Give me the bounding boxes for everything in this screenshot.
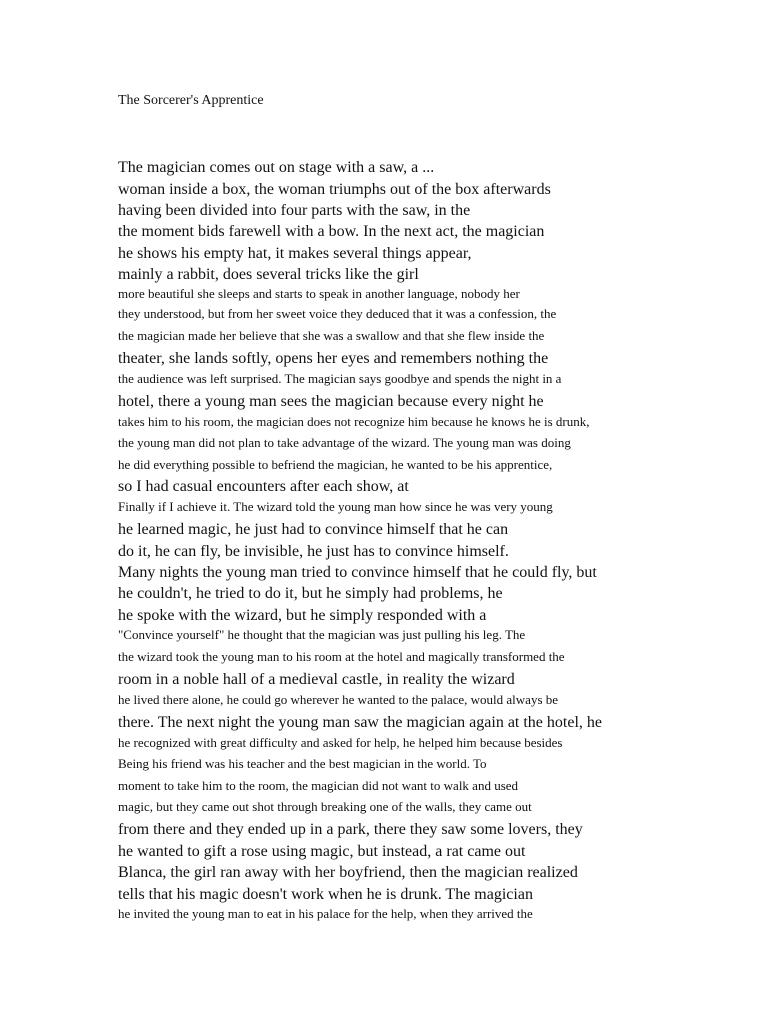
text-line: moment to take him to the room, the magician did not want to walk and used [118,778,519,793]
text-line: do it, he can fly, be invisible, he just has to convince himself. [118,543,509,560]
text-line: Finally if I achieve it. The wizard told the young man how since he was very young [118,499,553,514]
text-line: he wanted to gift a rose using magic, but instead, a rat came out [118,843,526,860]
text-line: he lived there alone, he could go wherever he wanted to the palace, would always be [118,692,559,707]
text-line: magic, but they came out shot through breaking one of the walls, they came out [118,799,532,814]
text-line: the audience was left surprised. The magician says goodbye and spends the night in a [118,371,562,386]
text-line: they understood, but from her sweet voice they deduced that it was a confession, the [118,306,557,321]
text-line: he did everything possible to befriend the magician, he wanted to be his apprentice, [118,457,553,472]
text-line: tells that his magic doesn't work when he is drunk. The magician [118,886,533,903]
text-line: Many nights the young man tried to convince himself that he could fly, but [118,564,597,581]
text-line: Blanca, the girl ran away with her boyfriend, then the magician realized [118,864,578,881]
text-line: "Convince yourself" he thought that the magician was just pulling his leg. The [118,627,526,642]
text-line: theater, she lands softly, opens her eyes and remembers nothing the [118,350,549,367]
text-line: takes him to his room, the magician does not recognize him because he knows he is drunk, [118,414,590,429]
text-line: Being his friend was his teacher and the best magician in the world. To [118,756,487,771]
text-line: woman inside a box, the woman triumphs out of the box afterwards [118,181,551,198]
text-line: having been divided into four parts with the saw, in the [118,202,471,219]
text-line: the wizard took the young man to his room at the hotel and magically transformed the [118,649,565,664]
text-line: the moment bids farewell with a bow. In the next act, the magician [118,223,545,240]
text-line: mainly a rabbit, does several tricks like the girl [118,266,419,283]
text-line: he invited the young man to eat in his palace for the help, when they arrived the [118,906,533,921]
text-line: hotel, there a young man sees the magician because every night he [118,393,544,410]
text-line: The magician comes out on stage with a saw, a ... [118,159,435,176]
text-line: the young man did not plan to take advantage of the wizard. The young man was doing [118,435,571,450]
text-line: he shows his empty hat, it makes several things appear, [118,245,472,262]
text-line: room in a noble hall of a medieval castle, in reality the wizard [118,671,515,688]
text-line: so I had casual encounters after each show, at [118,478,409,495]
text-line: he learned magic, he just had to convince himself that he can [118,521,509,538]
text-line: the magician made her believe that she was a swallow and that she flew inside the [118,328,545,343]
text-line: there. The next night the young man saw the magician again at the hotel, he [118,714,602,731]
text-line: from there and they ended up in a park, there they saw some lovers, they [118,821,583,838]
document-title: The Sorcerer's Apprentice [118,93,264,108]
text-line: he recognized with great difficulty and asked for help, he helped him because besides [118,735,563,750]
text-line: he spoke with the wizard, but he simply responded with a [118,607,487,624]
text-line: more beautiful she sleeps and starts to speak in another language, nobody her [118,286,520,301]
text-line: he couldn't, he tried to do it, but he simply had problems, he [118,585,503,602]
